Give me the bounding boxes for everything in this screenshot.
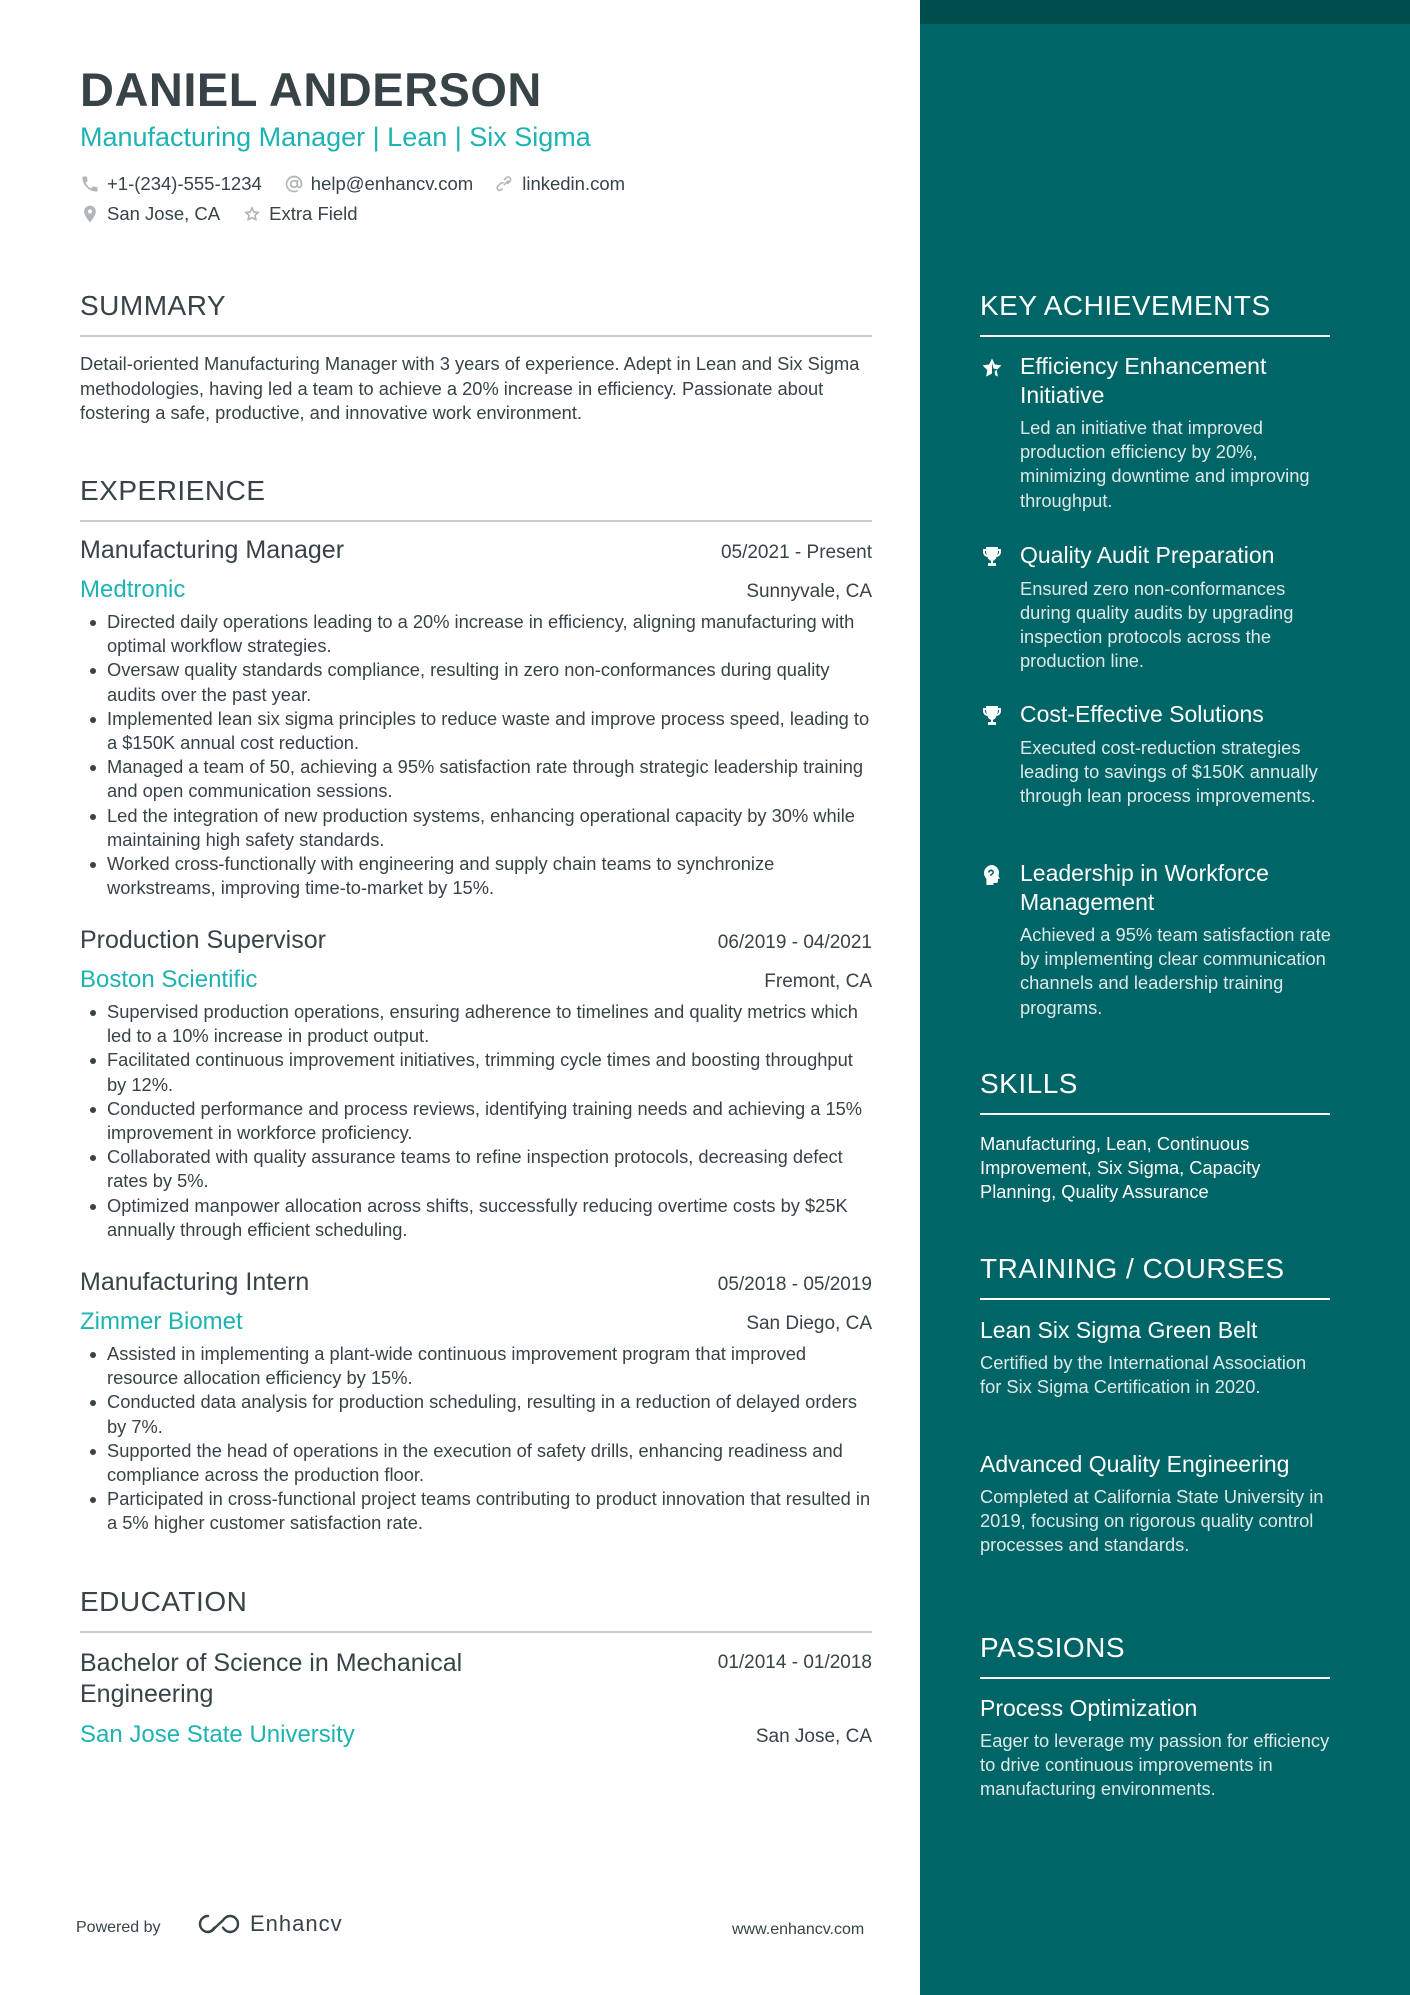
job-bullet: Supervised production operations, ensuring adherence to timelines and quality metrics which led to a 10% increase in product output. xyxy=(80,1000,872,1048)
job-bullet: Assisted in implementing a plant-wide continuous improvement program that improved resource allocation efficiency by 15%. xyxy=(80,1342,872,1390)
job-bullet: Collaborated with quality assurance teams to refine inspection protocols, decreasing defect rates by 5%. xyxy=(80,1145,872,1193)
star-icon xyxy=(980,356,1004,380)
achievement-item xyxy=(980,541,1340,673)
training-item xyxy=(980,1450,1330,1558)
education-degree: Bachelor of Science in Mechanical Engineering xyxy=(80,1649,463,1708)
job-location: Fremont, CA xyxy=(764,971,872,992)
education-location: San Jose, CA xyxy=(755,1726,872,1747)
education-school: San Jose State University xyxy=(80,1721,355,1748)
experience-title: EXPERIENCE xyxy=(80,475,872,522)
achievement-item xyxy=(980,859,1340,1020)
job-date: 05/2021 - Present xyxy=(720,542,872,563)
job-bullet: Conducted data analysis for production scheduling, resulting in a reduction of delayed orders by 7%. xyxy=(80,1390,872,1438)
achievement-item xyxy=(980,352,1340,513)
link-icon xyxy=(495,174,515,194)
phone-text: +1-(234)-555-1234 xyxy=(107,173,262,194)
summary-text: Detail-oriented Manufacturing Manager with 3 years of experience. Adept in Lean and Six Sigma methodologies, having led a team to achieve a 20% increase in efficiency. Passionate about fostering a safe, productive, and innovative work environment. xyxy=(80,353,860,423)
enhancv-brand-text: Enhancv xyxy=(250,1911,343,1936)
email-text: help@enhancv.com xyxy=(310,173,474,194)
training-item-title: Advanced Quality Engineering xyxy=(980,1451,1290,1477)
education-entry xyxy=(80,1648,872,1749)
contact-row-1 xyxy=(80,173,625,195)
job-title: Manufacturing Manager xyxy=(80,536,345,564)
achievement-desc: Ensured zero non-conformances during quality audits by upgrading inspection protocols across the production line. xyxy=(1020,577,1294,672)
job-title: Production Supervisor xyxy=(80,926,326,954)
location-pin-icon xyxy=(80,204,100,224)
job-bullet: Worked cross-functionally with engineering and supply chain teams to synchronize workstreams, improving time-to-market by 15%. xyxy=(80,852,872,900)
job-company: Medtronic xyxy=(80,576,186,603)
brain-icon xyxy=(980,863,1004,887)
contact-location xyxy=(80,203,220,225)
job-bullet: Managed a team of 50, achieving a 95% satisfaction rate through strategic leadership training and open communication sessions. xyxy=(80,755,872,803)
job-bullet: Participated in cross-functional project teams contributing to product innovation that resulted in a 5% higher customer satisfaction rate. xyxy=(80,1487,872,1535)
job-title: Manufacturing Intern xyxy=(80,1268,310,1296)
skills-title: SKILLS xyxy=(980,1068,1330,1115)
trophy-icon xyxy=(980,545,1004,569)
contact-phone[interactable] xyxy=(80,173,262,195)
job-bullet: Oversaw quality standards compliance, resulting in zero non-conformances during quality audits over the past year. xyxy=(80,658,872,706)
education-date: 01/2014 - 01/2018 xyxy=(717,1652,872,1673)
footer-powered-by: Powered by xyxy=(76,1919,161,1936)
passion-item xyxy=(980,1694,1330,1802)
extra-text: Extra Field xyxy=(269,203,358,224)
job-date: 05/2018 - 05/2019 xyxy=(717,1274,872,1295)
linkedin-text: linkedin.com xyxy=(522,173,626,194)
candidate-name: DANIEL ANDERSON xyxy=(80,63,542,116)
skills-text: Manufacturing, Lean, Continuous Improvement, Six Sigma, Capacity Planning, Quality Assurance xyxy=(980,1133,1261,1203)
job-bullet: Directed daily operations leading to a 20% increase in efficiency, aligning manufacturing with optimal workflow strategies. xyxy=(80,610,872,658)
achievement-title: Cost-Effective Solutions xyxy=(1020,701,1264,727)
job-entry xyxy=(80,1268,872,1536)
job-bullet: Implemented lean six sigma principles to reduce waste and improve process speed, leading to a $150K annual cost reduction. xyxy=(80,707,872,755)
achievement-item xyxy=(980,700,1340,808)
training-item-desc: Completed at California State University in 2019, focusing on rigorous quality control processes and standards. xyxy=(980,1486,1324,1556)
job-entry xyxy=(80,926,872,1242)
sidebar-top-band xyxy=(920,0,1410,24)
job-bullet: Led the integration of new production systems, enhancing operational capacity by 30% while maintaining high safety standards. xyxy=(80,804,872,852)
job-date: 06/2019 - 04/2021 xyxy=(717,932,872,953)
job-bullet: Optimized manpower allocation across shifts, successfully reducing overtime costs by $25K annually through efficient scheduling. xyxy=(80,1194,872,1242)
passion-item-desc: Eager to leverage my passion for efficiency to drive continuous improvements in manufacturing environments. xyxy=(980,1730,1330,1800)
footer-url[interactable]: www.enhancv.com xyxy=(732,1921,865,1938)
enhancv-logo-icon xyxy=(196,1912,242,1936)
job-company: Boston Scientific xyxy=(80,966,258,993)
job-bullets xyxy=(80,610,872,900)
contact-extra xyxy=(242,203,357,225)
training-item-title: Lean Six Sigma Green Belt xyxy=(980,1317,1258,1343)
location-text: San Jose, CA xyxy=(107,203,221,224)
training-title: TRAINING / COURSES xyxy=(980,1253,1330,1300)
summary-title: SUMMARY xyxy=(80,290,872,337)
contact-email[interactable] xyxy=(284,173,473,195)
achievement-desc: Executed cost-reduction strategies leading to savings of $150K annually through lean process improvements. xyxy=(1020,736,1318,806)
trophy-icon xyxy=(980,704,1004,728)
achievement-title: Quality Audit Preparation xyxy=(1020,542,1275,568)
achievement-desc: Led an initiative that improved production efficiency by 20%, minimizing downtime and improving throughput. xyxy=(1020,417,1310,511)
training-item-desc: Certified by the International Association for Six Sigma Certification in 2020. xyxy=(980,1352,1307,1398)
passions-title: PASSIONS xyxy=(980,1632,1330,1679)
enhancv-logo[interactable] xyxy=(196,1911,343,1937)
job-location: San Diego, CA xyxy=(746,1313,872,1334)
job-bullet: Conducted performance and process reviews, identifying training needs and achieving a 15% improvement in workforce proficiency. xyxy=(80,1097,872,1145)
at-icon xyxy=(284,174,304,194)
job-entry xyxy=(80,536,872,900)
achievement-desc: Achieved a 95% team satisfaction rate by implementing clear communication channels and leadership training programs. xyxy=(1020,924,1331,1018)
contact-row-2 xyxy=(80,203,358,225)
education-title: EDUCATION xyxy=(80,1586,872,1633)
phone-icon xyxy=(80,174,100,194)
job-bullet: Facilitated continuous improvement initiatives, trimming cycle times and boosting throughput by 12%. xyxy=(80,1048,872,1096)
achievement-title: Leadership in Workforce Management xyxy=(1020,860,1269,915)
job-company: Zimmer Biomet xyxy=(80,1308,243,1335)
job-bullets xyxy=(80,1000,872,1242)
job-bullets xyxy=(80,1342,872,1536)
training-item xyxy=(980,1316,1330,1399)
passion-item-title: Process Optimization xyxy=(980,1695,1198,1721)
contact-linkedin[interactable] xyxy=(495,173,625,195)
candidate-headline: Manufacturing Manager | Lean | Six Sigma xyxy=(80,122,591,152)
achievements-title: KEY ACHIEVEMENTS xyxy=(980,290,1330,337)
job-bullet: Supported the head of operations in the execution of safety drills, enhancing readiness and compliance across the production floor. xyxy=(80,1439,872,1487)
achievement-title: Efficiency Enhancement Initiative xyxy=(1020,353,1267,408)
star-outline-icon xyxy=(242,204,262,224)
job-location: Sunnyvale, CA xyxy=(746,581,872,602)
